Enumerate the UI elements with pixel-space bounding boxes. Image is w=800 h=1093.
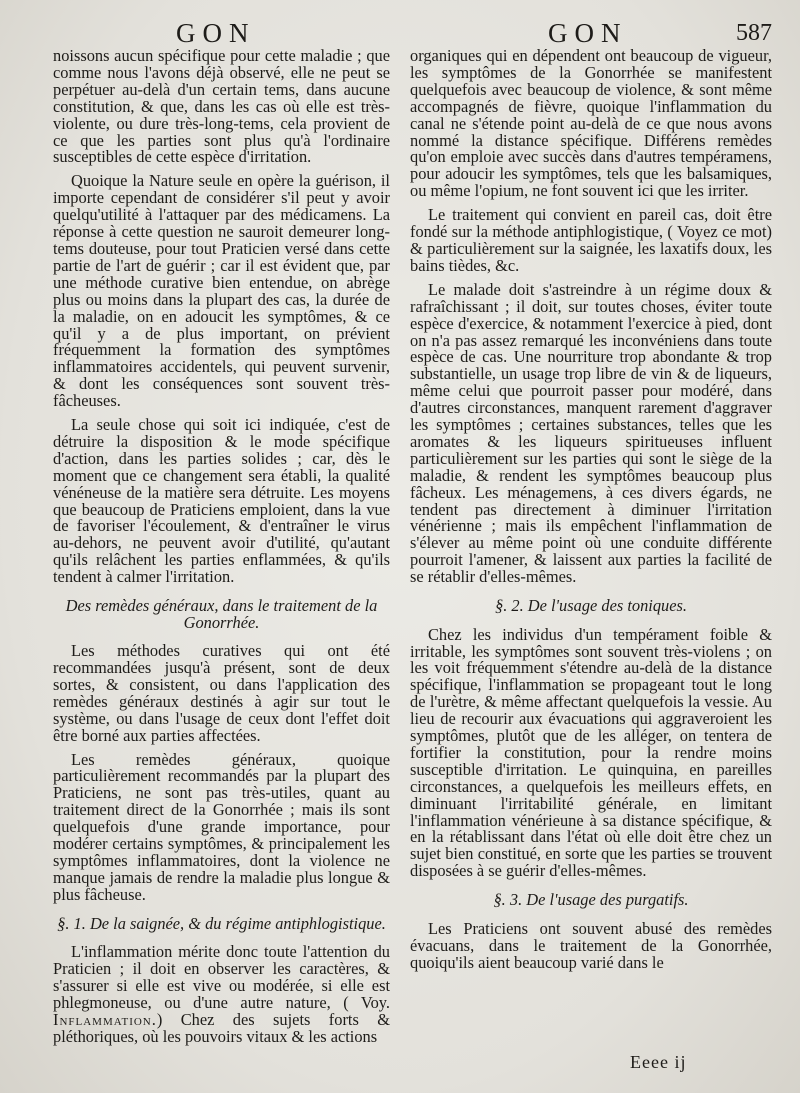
paragraph: Les remèdes généraux, quoique particulièrement recommandés par la plupart des Praticiens, ne sont pas très-utiles, quant au traitement direct de la Gonorrhée ; mais ils sont quelquefois d'une grande importance, pour modérer certains symptômes, & principalement les symptômes inflammatoires, dont la violence ne manque jamais de rendre la maladie plus longue & plus fâcheuse.	[53, 749, 390, 904]
paragraph: Quoique la Nature seule en opère la guérison, il importe cependant de considérer s'il peut y avoir quelqu'utilité à l'attaquer par des médicamens. La réponse à cette question ne sauroit demeurer long-tems douteuse, pour tout Praticien versé dans cette partie de l'art de guérir ; car il est évident que, par une méthode curative bien entendue, on abrège plus ou moins dans la plupart des cas, la durée de la maladie, on en adoucit les symptômes, & ce qu'il y a de plus important, on prévient fréquemment la formation des symptômes inflammatoires accidentels, qui peuvent survenir, & dont les conséquences sont souvent très-fâcheuses.	[53, 171, 390, 411]
paragraph: Le traitement qui convient en pareil cas, doit être fondé sur la méthode antiphlogistique, ( Voyez ce mot) & particulièrement sur la saignée, les laxatifs doux, les bains tièdes, &c.	[410, 205, 772, 275]
paragraph: noissons aucun spécifique pour cette maladie ; que comme nous l'avons déjà observé, elle ne peut se perpétuer au-delà d'un certain tems, dans aucune constitution, & que, dans les cas où elle est très-violente, ou dure très-long-tems, cela provient de ce que les parties sont plus qu'à l'ordinaire susceptibles de cette espèce d'irritation.	[53, 46, 390, 167]
paragraph: Les Praticiens ont souvent abusé des remèdes évacuans, dans le traitement de la Gonorrhée, quoiqu'ils aient beaucoup varié dans le	[410, 918, 772, 972]
page-number: 587	[736, 20, 772, 46]
section-heading: §. 3. De l'usage des purgatifs.	[493, 890, 689, 910]
paragraph	[53, 944, 390, 1045]
section-heading: §. 1. De la saignée, & du régime antiphlogistique.	[57, 913, 386, 933]
paragraph: organiques qui en dépendent ont beaucoup de vigueur, les symptômes de la Gonorrhée se manifestent quelquefois avec beaucoup de violence, & sont même accompagnés de fièvre, quoique l'inflammation du canal ne s'étende point au-delà de ce que nous avons nommé la distance spécifique. Différens remèdes qu'on emploie avec succès dans d'autres tempéramens, pour adoucir les symptômes, tels que les balsamiques, ou même l'opium, ne font souvent ici que les irriter.	[410, 46, 772, 201]
paragraph-text: L'inflammation mérite donc toute l'attention du Praticien ; il doit en observer les caractères, & s'assurer si elle est vive ou modérée, si elle est phlegmoneuse, ou d'une autre nature, ( Voy.	[53, 942, 390, 1012]
signature-mark: Eeee ij	[630, 1052, 687, 1072]
paragraph-text: ) Chez des sujets forts & pléthoriques, où les pouvoirs vitaux & les actions	[53, 1009, 390, 1046]
paragraph: Les méthodes curatives qui ont été recommandées jusqu'à présent, sont de deux sortes, & consistent, ou dans l'application des remèdes généraux destinés à agir sur tout le système, ou dans l'usage de ceux dont l'effet doit être borné aux parties affectées.	[53, 641, 390, 745]
cross-reference: Inflammation.	[53, 1009, 157, 1029]
section-heading: Des remèdes généraux, dans le traitement de la Gonorrhée.	[65, 596, 378, 632]
paragraph: La seule chose qui soit ici indiquée, c'est de détruire la disposition & le mode spécifique d'action, dans les parties solides ; car, dès le moment que ce changement sera établi, la qualité vénéneuse de la matière sera détruite. Les moyens que beaucoup de Praticiens emploient, dans la vue de favoriser l'écoulement, & d'entraîner le virus au-dehors, ne peuvent avoir d'utilité, qu'autant qu'ils relâchent les parties enflammées, & qu'ils tendent à calmer l'irritation.	[53, 415, 390, 587]
header-right-word: GON	[548, 18, 628, 48]
header-left-word: GON	[176, 18, 256, 48]
section-heading: §. 2. De l'usage des toniques.	[495, 596, 687, 616]
paragraph: Le malade doit s'astreindre à un régime doux & rafraîchissant ; il doit, sur toutes choses, éviter toute espèce d'exercice, & notamment l'exercice à pied, dont on n'a pas assez remarqué les inconvéniens dans toute espèce de cas. Une nourriture trop abondante & trop substantielle, un usage trop libre de vin & de liqueurs, même celui que pourroit passer pour modéré, dans d'autres circonstances, manquent rarement d'aggraver les symptômes ; certaines substances, telles que les aromates & les liqueurs spiritueuses influent particulièrement sur les parties qui sont le siège de la maladie, & rendent les symptômes beaucoup plus fâcheux. Les ménagemens, à ces divers égards, ne tendent pas directement à diminuer l'irritation vénérienne ; mais ils empêchent l'inflammation de s'élever au même point où une conduite différente pourroit l'amener, & laissent aux parties la facilité de se rétablir d'elles-mêmes.	[410, 279, 772, 587]
paragraph: Chez les individus d'un tempérament foible & irritable, les symptômes sont souvent très-violens ; on les voit fréquemment s'étendre au-delà de la distance spécifique, l'inflammation se propageant tout le long de l'urètre, & même affectant quelquefois la vessie. Au lieu de recourir aux évacuations qui aggraveroient les symptômes, plutôt que de les alléger, on tentera de fortifier la constitution, pour la rendre moins susceptible d'irritation. Le quinquina, en pareilles circonstances, a quelquefois les meilleurs effets, en diminuant l'irritabilité générale, en limitant l'inflammation vénérieune à sa distance spécifique, & en la rétablissant dans l'état où elle doit être chez un sujet bien constitué, en sorte que les parties se trouvent disposées à se guérir d'elles-mêmes.	[410, 624, 772, 881]
right-column	[410, 48, 772, 971]
left-column	[53, 48, 390, 1046]
